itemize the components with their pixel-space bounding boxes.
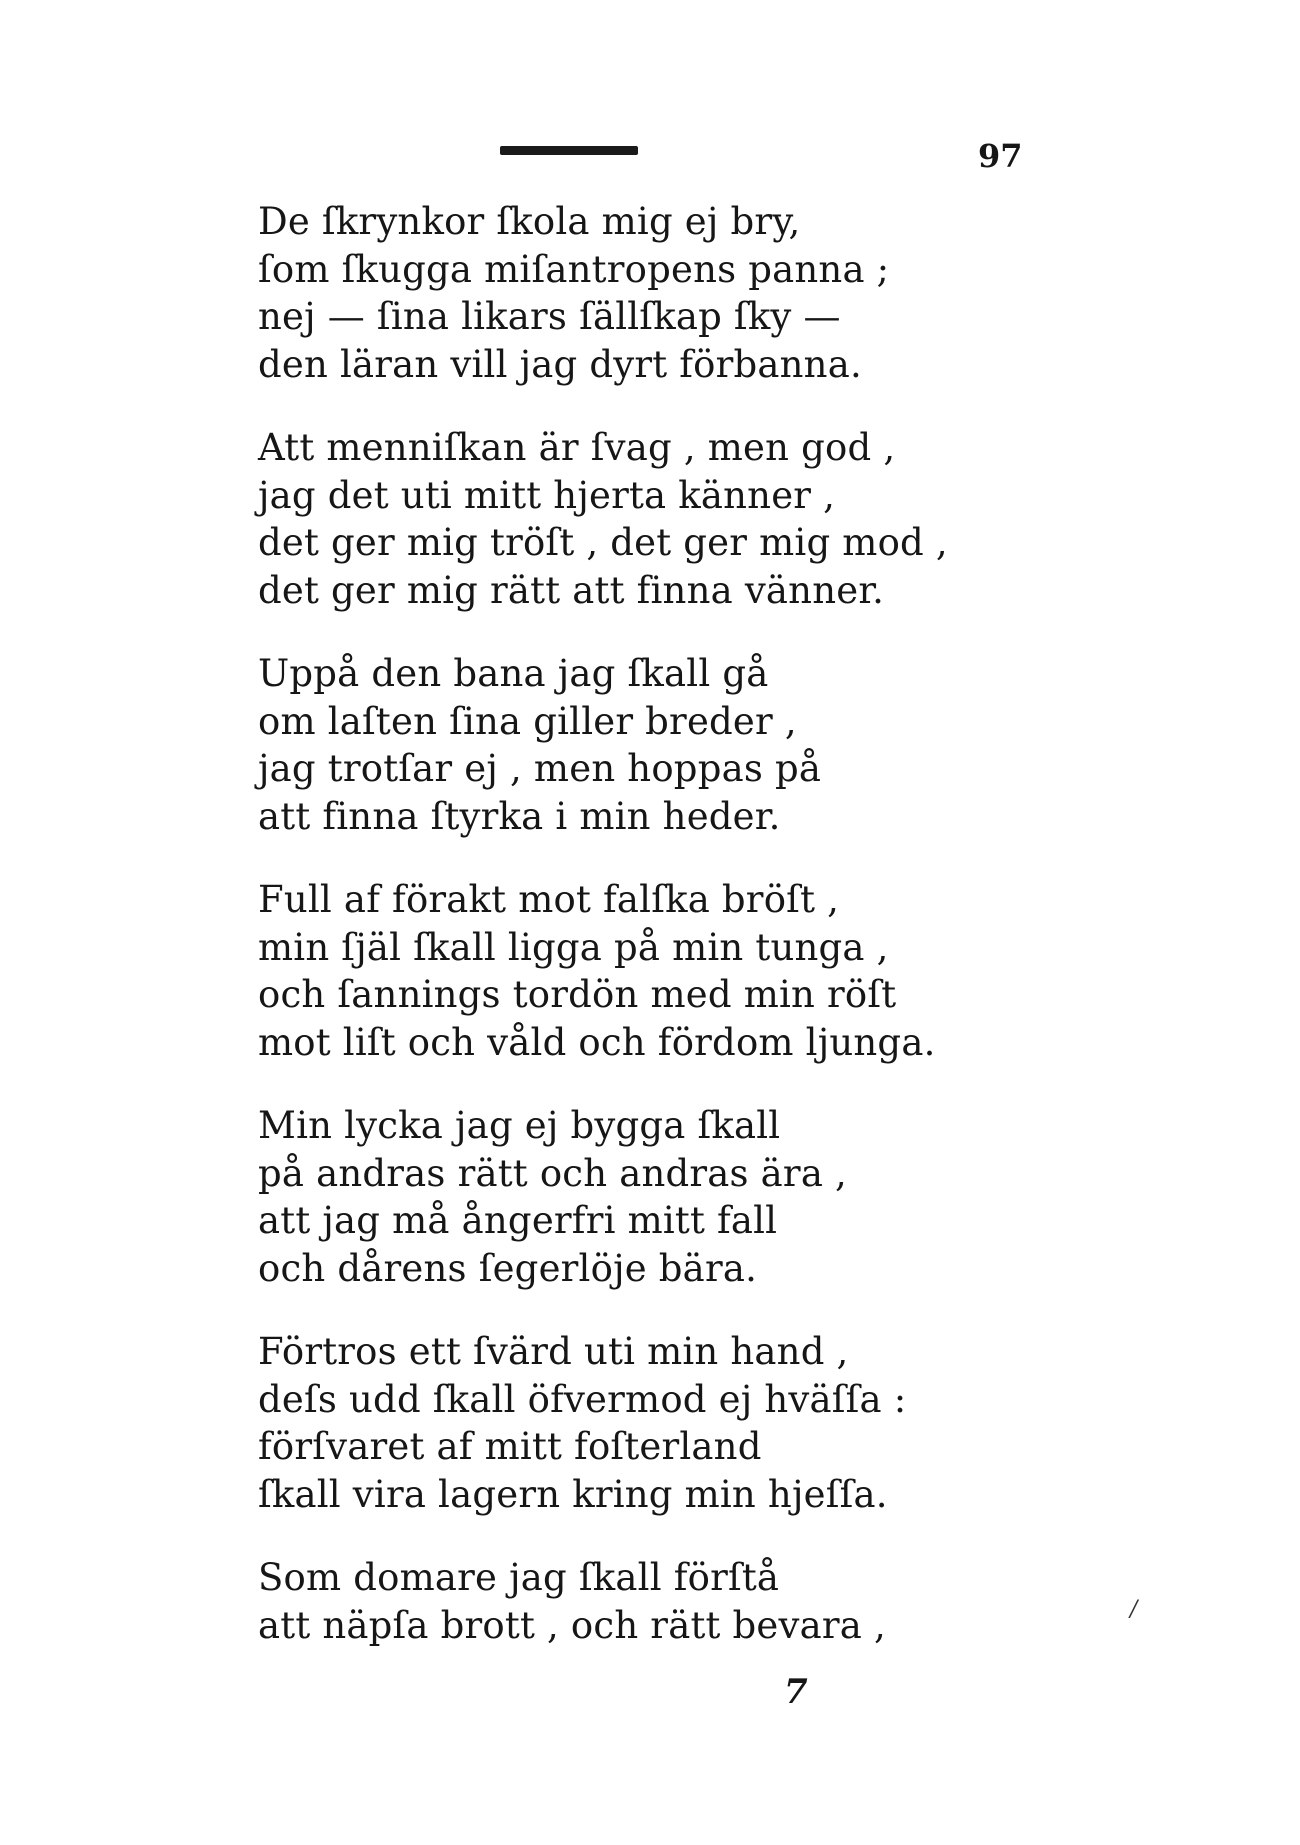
- verse-line: att jag må ångerfri mitt fall: [258, 1199, 778, 1242]
- verse-line: på andras rätt och andras ära ,: [258, 1151, 848, 1195]
- verse-line: jag trotſar ej , men hoppas på: [258, 747, 822, 790]
- verse-line: och ſannings tordön med min röſt: [258, 973, 897, 1016]
- verse-line: och dårens ſegerlöje bära.: [258, 1246, 758, 1290]
- stanza-6: [258, 1328, 978, 1518]
- verse-line: deſs udd ſkall öfvermod ej hväſſa :: [258, 1377, 907, 1421]
- verse-line: Min lycka jag ej bygga ſkall: [258, 1104, 781, 1147]
- verse-line: Att menniſkan är ſvag , men god ,: [258, 426, 896, 469]
- stanza-2: [258, 424, 978, 614]
- verse-line: det ger mig rätt att finna vänner.: [258, 568, 885, 612]
- verse-line: nej — ſina likars ſällſkap ſky —: [258, 295, 841, 338]
- verse-line: att finna ſtyrka i min heder.: [258, 794, 781, 838]
- verse-line: Full af förakt mot falſka bröſt ,: [258, 878, 840, 921]
- verse-line: om laſten ſina giller breder ,: [258, 699, 797, 743]
- verse-line: min ſjäl ſkall ligga på min tunga ,: [258, 925, 889, 969]
- signature-mark: 7: [784, 1672, 808, 1712]
- stray-margin-mark: /: [1130, 1597, 1138, 1622]
- stanza-1: [258, 198, 978, 388]
- verse-line: att näpſa brott , och rätt bevara ,: [258, 1603, 886, 1647]
- verse-line: Som domare jag ſkall förſtå: [258, 1556, 780, 1599]
- verse-line: mot liſt och våld och fördom ljunga.: [258, 1020, 936, 1064]
- verse-line: Uppå den bana jag ſkall gå: [258, 652, 769, 695]
- stanza-3: [258, 650, 978, 840]
- verse-line: Förtros ett ſvärd uti min hand ,: [258, 1330, 849, 1373]
- stanza-4: [258, 876, 978, 1066]
- verse-line: det ger mig tröſt , det ger mig mod ,: [258, 521, 948, 564]
- stanza-5: [258, 1102, 978, 1292]
- stanza-7: [258, 1554, 978, 1649]
- verse-line: ſom ſkugga miſantropens panna ;: [258, 247, 890, 291]
- verse-line: jag det uti mitt hjerta känner ,: [258, 473, 836, 517]
- verse-line: De ſkrynkor ſkola mig ej bry,: [258, 200, 801, 243]
- verse-line: den läran vill jag dyrt förbanna.: [258, 342, 862, 386]
- header-ornament-rule: [500, 146, 638, 155]
- verse-line: ſkall vira lagern kring min hjeſſa.: [258, 1472, 888, 1516]
- page-number: 97: [978, 137, 1023, 175]
- verse-line: förſvaret af mitt foſterland: [258, 1425, 762, 1468]
